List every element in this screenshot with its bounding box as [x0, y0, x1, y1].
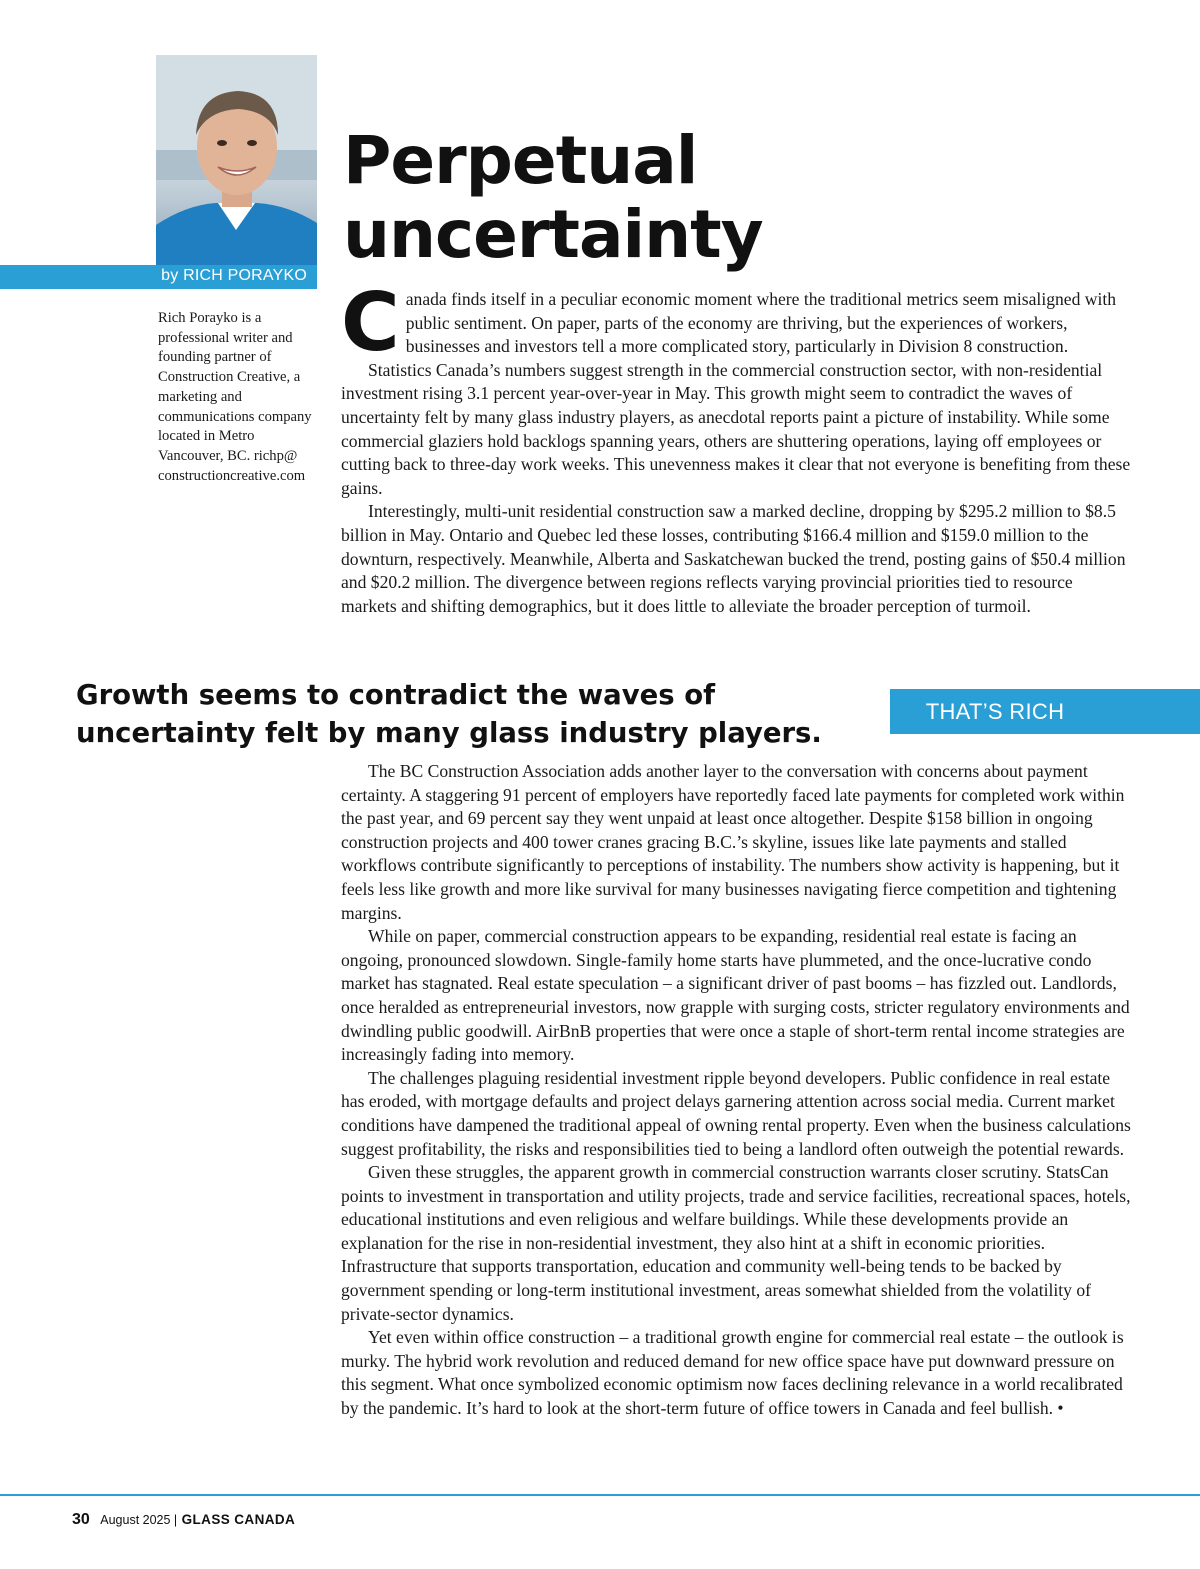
paragraph-1-text: anada finds itself in a peculiar economic moment where the traditional metrics seem misaligned with public sentiment. On paper, parts of the economy are thriving, but the experiences of workers, businesses and investors tell a more complicated story, particularly in Division 8 construction. [405, 289, 1117, 357]
article-column-bottom [341, 760, 1131, 1421]
title-line-1: Perpetual [343, 122, 698, 199]
paragraph-8: Yet even within office construction – a traditional growth engine for commercial real estate – the outlook is murky. The hybrid work revolution and reduced demand for new office space have put downward pressure on this segment. What once symbolized economic optimism now faces declining relevance in a world recalibrated by the pandemic. It’s hard to look at the short-term future of office towers in Canada and feel bullish. • [341, 1327, 1124, 1419]
article-title [343, 124, 763, 272]
magazine-name: GLASS CANADA [181, 1512, 296, 1527]
byline-bar [0, 265, 317, 289]
paragraph-7: Given these struggles, the apparent growth in commercial construction warrants closer scrutiny. StatsCan points to investment in transportation and utility projects, trade and service facilities, recreational spaces, hotels, educational institutions and even religious and welfare buildings. While these developments provide an explanation for the rise in non-residential investment, they also hint at a shift in economic priorities. Infrastructure that supports transportation, education and community well-being tends to be backed by government spending or long-term institutional investment, areas somewhat shielded from the volatility of private-sector dynamics. [341, 1162, 1131, 1324]
pull-quote: Growth seems to contradict the waves of uncertainty felt by many glass industry players. [76, 679, 822, 749]
issue-date: August 2025 | [100, 1513, 178, 1527]
paragraph-3: Interestingly, multi-unit residential construction saw a marked decline, dropping by $295.2 million to $8.5 billion in May. Ontario and Quebec led these losses, contributing $166.4 million and $159.0 million to the downturn, respectively. Meanwhile, Alberta and Saskatchewan bucked the trend, posting gains of $50.4 million and $20.2 million. The divergence between regions reflects varying provincial priorities tied to resource markets and shifting demographics, but it does little to alleviate the broader perception of turmoil. [341, 501, 1126, 616]
paragraph-4: The BC Construction Association adds another layer to the conversation with concerns about payment certainty. A staggering 91 percent of employers have reportedly faced late payments for completed work within the past year, and 69 percent say they went unpaid at least once altogether. Despite $158 billion in ongoing construction projects and 400 tower cranes gracing B.C.’s skyline, issues like late payments and stalled workflows contribute significantly to perceptions of instability. The numbers show activity is happening, but it feels less like growth and more like survival for many businesses navigating fierce competition and tightening margins. [341, 761, 1125, 923]
article-column-top [341, 276, 1131, 618]
paragraph-1 [341, 276, 1131, 369]
author-photo [156, 55, 317, 265]
paragraph-6: The challenges plaguing residential investment ripple beyond developers. Public confidence in real estate has eroded, with mortgage defaults and project delays garnering attention across social media. Current market conditions have dampened the traditional appeal of owning rental property. Even when the business calculations suggest profitability, the risks and responsibilities tied to being a landlord often outweigh the potential rewards. [341, 1067, 1131, 1159]
page-number: 30 [72, 1511, 90, 1528]
section-tab-label: THAT’S RICH [925, 699, 1065, 724]
author-bio: Rich Porayko is a professional writer and founding partner of Construction Creative, a marketing and communications company located in Metro Vancouver, BC. richp@ constructioncreative.com [158, 310, 312, 484]
paragraph-5: While on paper, commercial construction appears to be expanding, residential real estate is facing an ongoing, pronounced slowdown. Single-family home starts have plummeted, and the once-lucrative condo market has stagnated. Real estate speculation – a significant driver of past booms – has fizzled out. Landlords, once heralded as entrepreneurial investors, now grapple with surging costs, stricter regulatory environments and dwindling public goodwill. AirBnB properties that were once a staple of short-term rental income strategies are increasingly fading into memory. [341, 926, 1130, 1065]
title-line-2: uncertainty [343, 196, 763, 273]
page-footer [72, 1511, 295, 1529]
drop-cap: C [341, 276, 400, 369]
paragraph-2: Statistics Canada’s numbers suggest strength in the commercial construction sector, with non-residential investment rising 3.1 percent year-over-year in May. This growth might seem to contradict the waves of uncertainty felt by many glass industry players, as anecdotal reports paint a picture of instability. While some commercial glaziers hold backlogs spanning years, others are shuttering operations, laying off employees or cutting back to three-day work weeks. This unevenness makes it clear that not everyone is benefiting from these gains. [341, 359, 1131, 498]
footer-rule [0, 1494, 1200, 1496]
author-byline: by RICH PORAYKO [161, 267, 307, 284]
section-tab [890, 689, 1200, 734]
